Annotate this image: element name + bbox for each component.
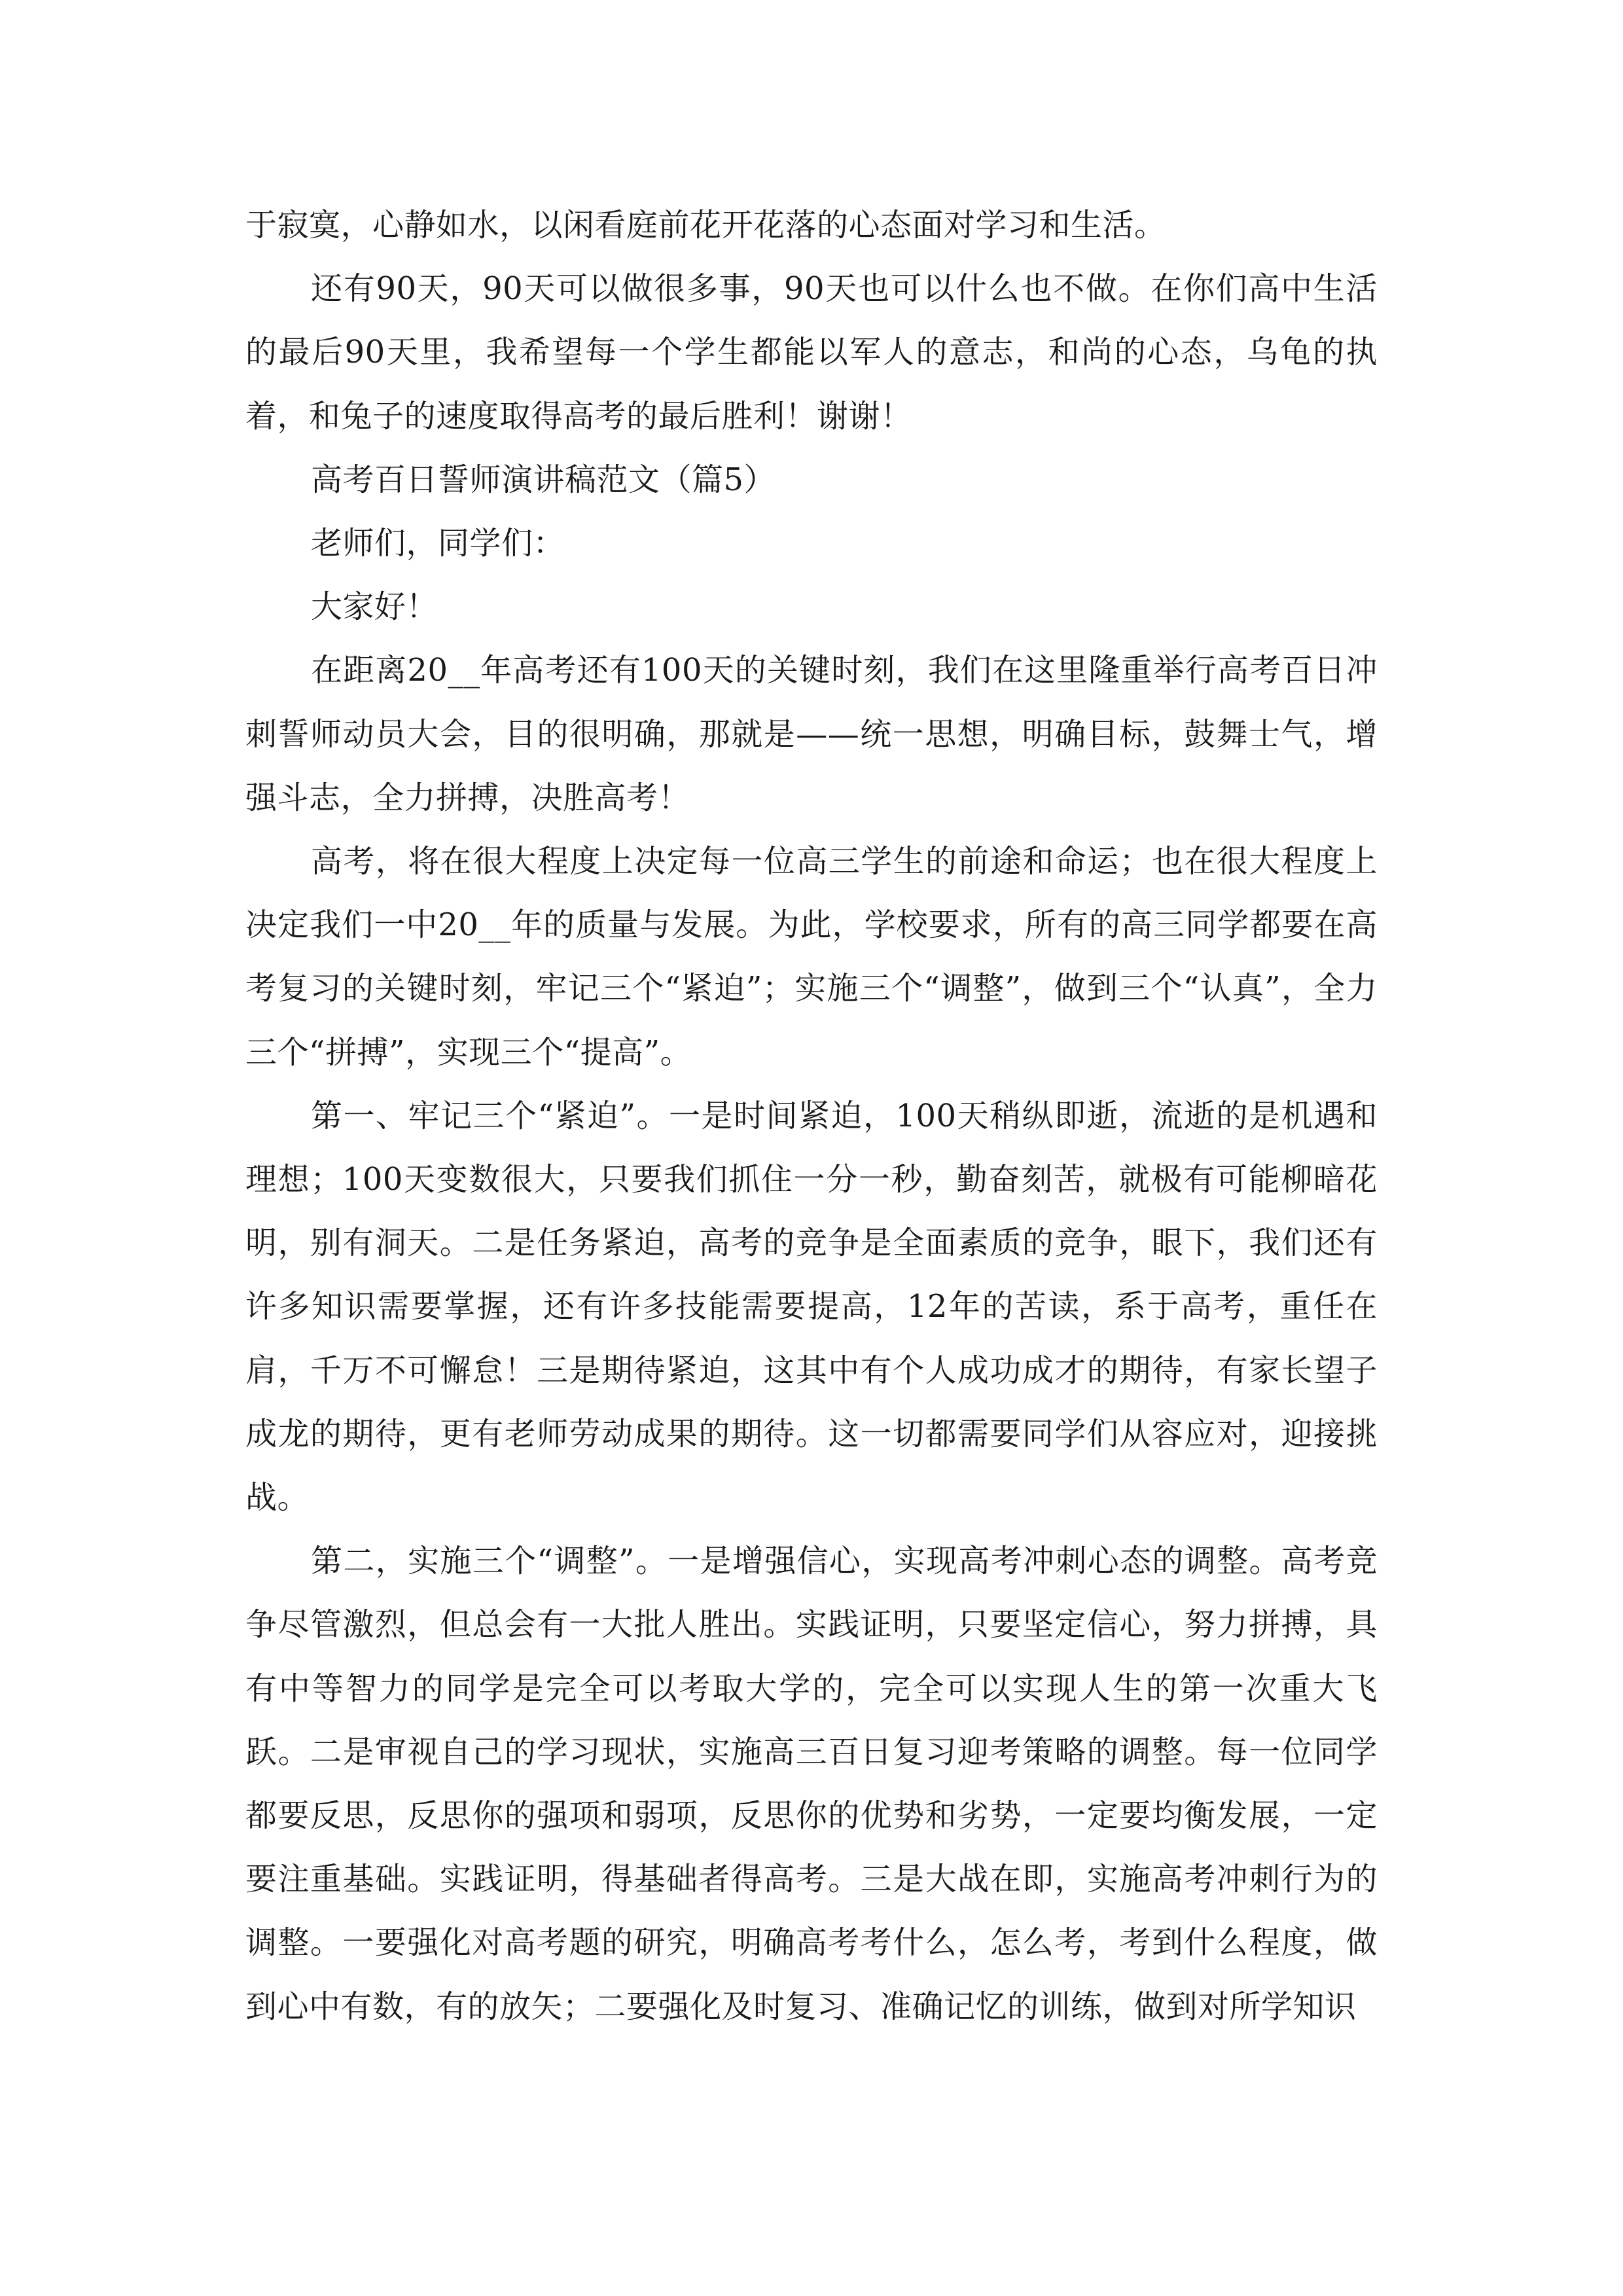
- paragraph: 第二，实施三个“调整”。一是增强信心，实现高考冲刺心态的调整。高考竞争尽管激烈，但总会有一大批人胜出。实践证明，只要坚定信心，努力拼搏，具有中等智力的同学是完全可以考取大学的，完全可以实现人生的第一次重大飞跃。二是审视自己的学习现状，实施高三百日复习迎考策略的调整。每一位同学都要反思，反思你的强项和弱项，反思你的优势和劣势，一定要均衡发展，一定要注重基础。实践证明，得基础者得高考。三是大战在即，实施高考冲刺行为的调整。一要强化对高考题的研究，明确高考考什么，怎么考，考到什么程度，做到心中有数，有的放矢；二要强化及时复习、准确记忆的训练，做到对所学知识: [245, 1543, 1378, 2025]
- section-heading: 高考百日誓师演讲稿范文（篇5）: [311, 461, 776, 498]
- document-body: [245, 194, 1378, 2039]
- paragraph: 在距离20__年高考还有100天的关键时刻，我们在这里隆重举行高考百日冲刺誓师动员大会，目的很明确，那就是——统一思想，明确目标，鼓舞士气，增强斗志，全力拼搏，决胜高考！: [245, 652, 1378, 816]
- paragraph: 于寂寞，心静如水，以闲看庭前花开花落的心态面对学习和生活。: [245, 207, 1166, 243]
- salutation: 老师们，同学们：: [311, 525, 565, 562]
- paragraph: 第一、牢记三个“紧迫”。一是时间紧迫，100天稍纵即逝，流逝的是机遇和理想；100天变数很大，只要我们抓住一分一秒，勤奋刻苦，就极有可能柳暗花明，别有洞天。二是任务紧迫，高考的竞争是全面素质的竞争，眼下，我们还有许多知识需要掌握，还有许多技能需要提高，12年的苦读，系于高考，重任在肩，千万不可懈怠！三是期待紧迫，这其中有个人成功成才的期待，有家长望子成龙的期待，更有老师劳动成果的期待。这一切都需要同学们从容应对，迎接挑战。: [245, 1097, 1378, 1516]
- paragraph: 高考，将在很大程度上决定每一位高三学生的前途和命运；也在很大程度上决定我们一中20__年的质量与发展。为此，学校要求，所有的高三同学都要在高考复习的关键时刻，牢记三个“紧迫”；实施三个“调整”，做到三个“认真”，全力三个“拼搏”，实现三个“提高”。: [245, 843, 1378, 1071]
- greeting: 大家好！: [311, 588, 438, 626]
- paragraph: 还有90天，90天可以做很多事，90天也可以什么也不做。在你们高中生活的最后90天里，我希望每一个学生都能以军人的意志，和尚的心态，乌龟的执着，和兔子的速度取得高考的最后胜利！谢谢！: [245, 270, 1378, 435]
